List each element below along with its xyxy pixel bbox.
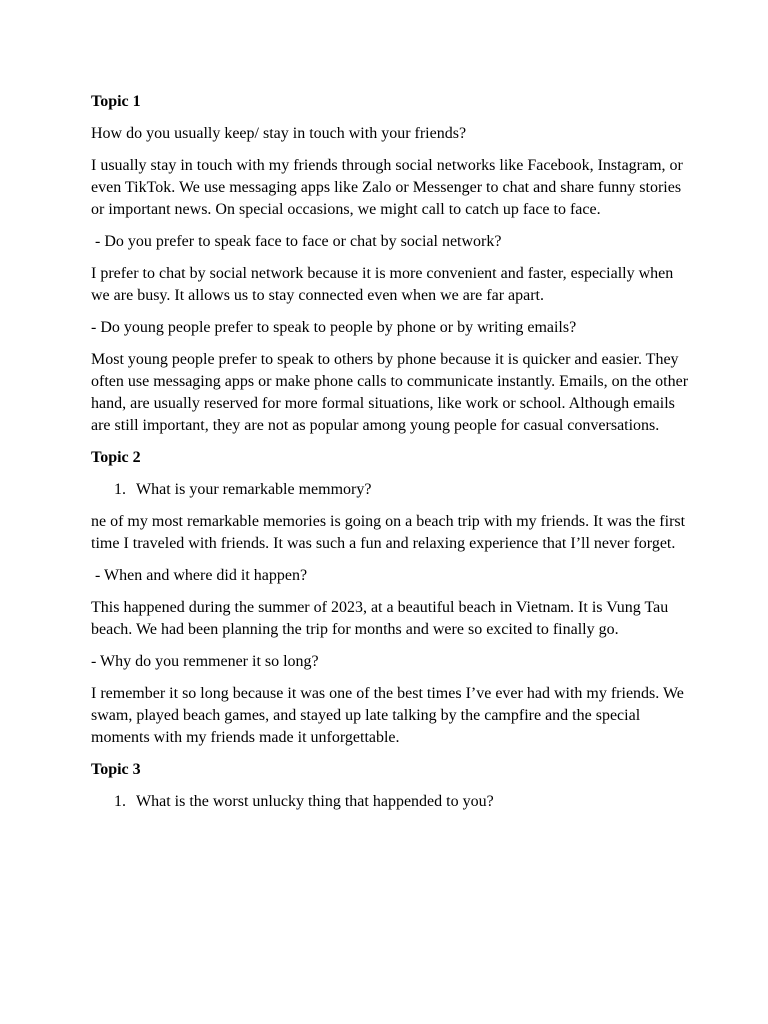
topic1-question-3: - Do young people prefer to speak to people by phone or by writing emails?: [91, 319, 577, 336]
document-page: [91, 91, 691, 823]
topic2-question-1: What is your remarkable memmory?: [136, 481, 372, 498]
topic3-question-1: What is the worst unlucky thing that happended to you?: [136, 793, 494, 810]
topic2-answer-1: ne of my most remarkable memories is going on a beach trip with my friends. It was the first time I traveled with friends. It was such a fun and relaxing experience that I’ll never forget.: [91, 513, 690, 552]
list-number: 1.: [114, 481, 126, 498]
topic1-question-1: How do you usually keep/ stay in touch with your friends?: [91, 125, 467, 142]
topic3-list-item-1: [91, 791, 691, 813]
topic3-heading: Topic 3: [91, 761, 141, 778]
topic2-answer-2: This happened during the summer of 2023, at a beautiful beach in Vietnam. It is Vung Tau beach. We had been planning the trip for months and were so excited to finally go.: [91, 599, 673, 638]
topic2-answer-3: I remember it so long because it was one of the best times I’ve ever had with my friends. We swam, played beach games, and stayed up late talking by the campfire and the special moments with my friends made it unforgettable.: [91, 685, 688, 746]
topic2-heading: Topic 2: [91, 449, 141, 466]
topic2-list-item-1: [91, 479, 691, 501]
list-number: 1.: [114, 793, 126, 810]
topic2-question-2: - When and where did it happen?: [91, 567, 308, 584]
topic1-answer-2: I prefer to chat by social network because it is more convenient and faster, especially when we are busy. It allows us to stay connected even when we are far apart.: [91, 265, 678, 304]
topic1-question-2: - Do you prefer to speak face to face or chat by social network?: [91, 233, 502, 250]
topic1-heading: Topic 1: [91, 93, 141, 110]
topic1-answer-3: Most young people prefer to speak to others by phone because it is quicker and easier. They often use messaging apps or make phone calls to communicate instantly. Emails, on the other hand, are usually reserved for more formal situations, like work or school. Although emails are still important, they are not as popular among young people for casual conversations.: [91, 351, 693, 434]
topic2-question-3: - Why do you remmener it so long?: [91, 653, 319, 670]
topic1-answer-1: I usually stay in touch with my friends through social networks like Facebook, Instagram, or even TikTok. We use messaging apps like Zalo or Messenger to chat and share funny stories or important news. On special occasions, we might call to catch up face to face.: [91, 157, 687, 218]
